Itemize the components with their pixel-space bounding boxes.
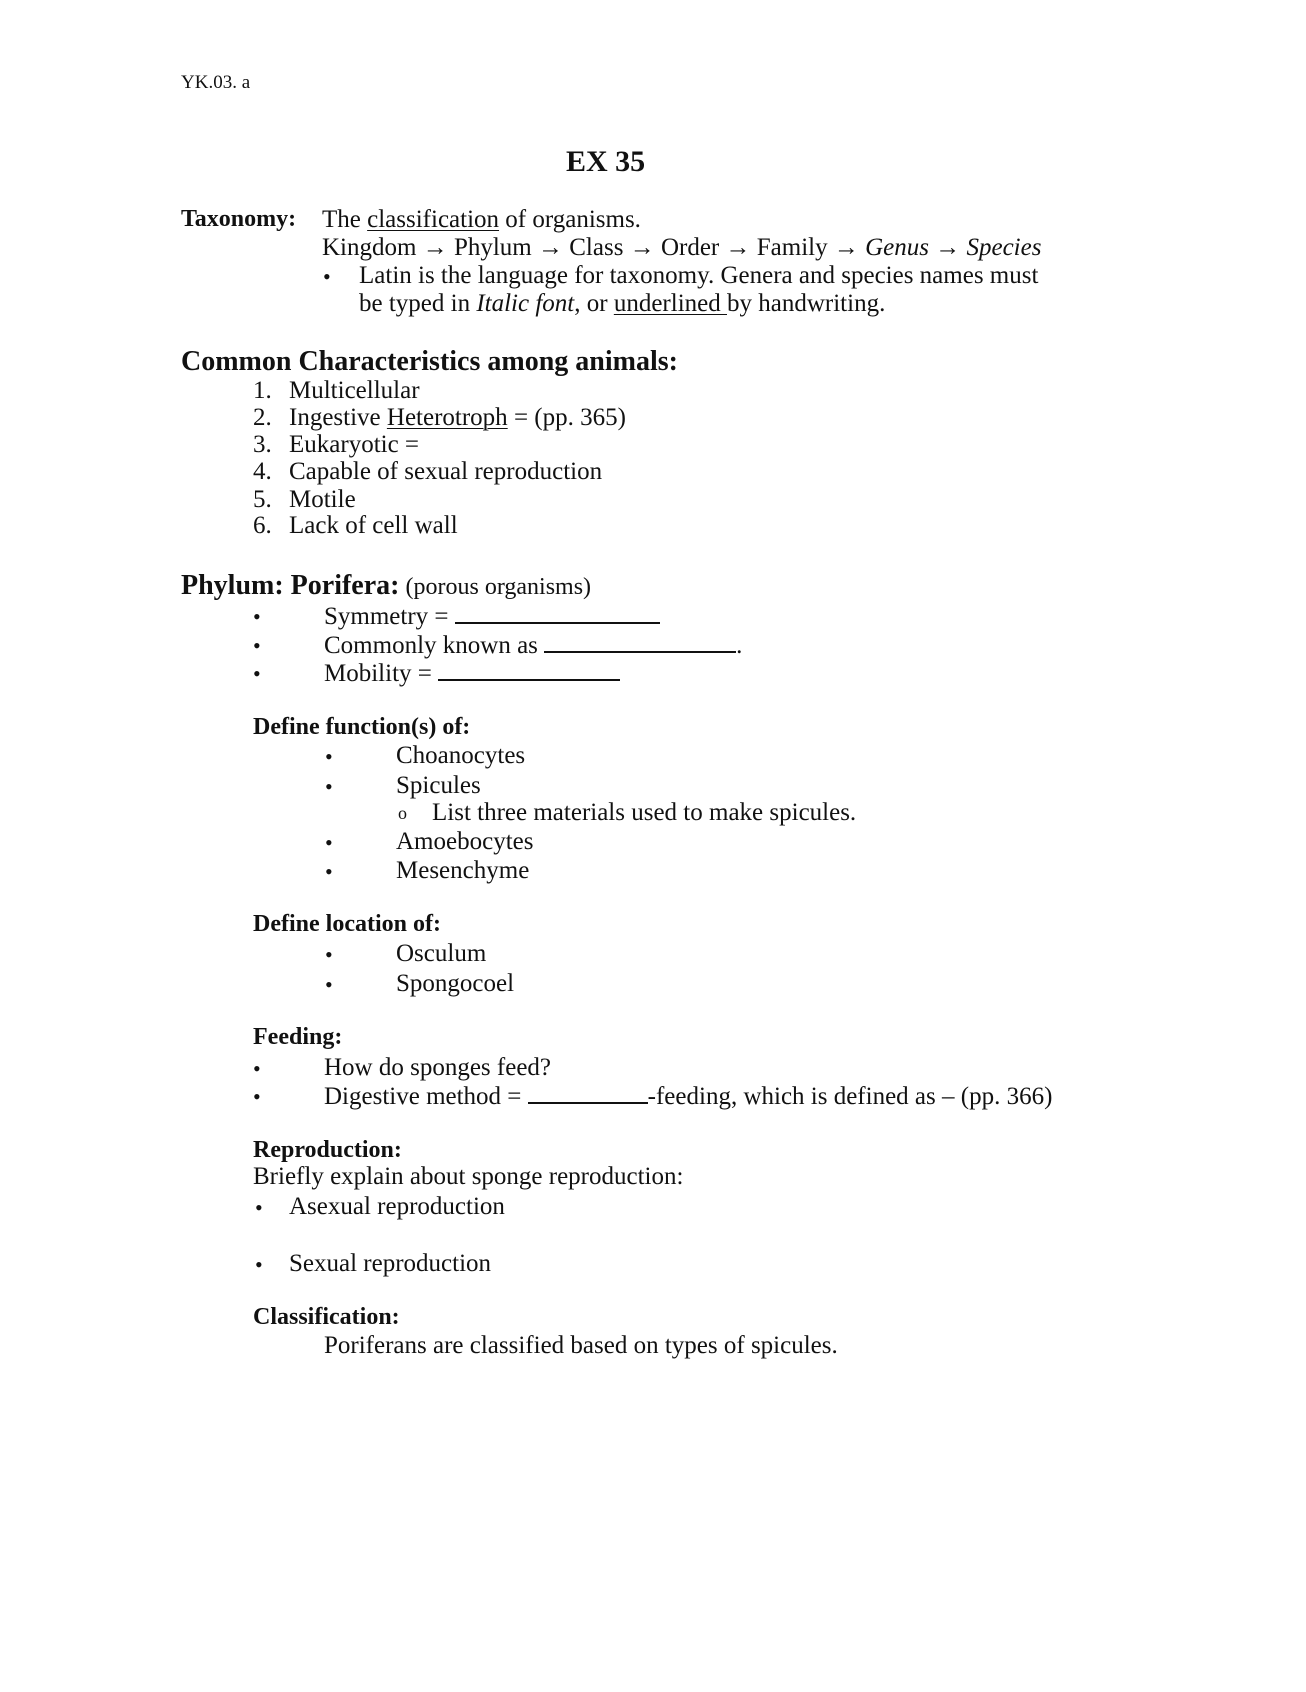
porifera-heading xyxy=(181,570,591,602)
osculum-item: Osculum xyxy=(396,940,487,967)
rank-class: Class xyxy=(569,234,624,261)
list-number: 5. xyxy=(253,486,272,513)
latin-note-line1: Latin is the language for taxonomy. Genera and species names must xyxy=(359,262,1039,289)
rank-kingdom: Kingdom xyxy=(322,234,417,261)
classification-text: Poriferans are classified based on types of spicules. xyxy=(324,1332,838,1359)
digestive-method-blank[interactable] xyxy=(528,1082,648,1104)
document-code: YK.03. a xyxy=(181,72,251,93)
porifera-subtitle: (porous organisms) xyxy=(399,574,592,600)
common-characteristics-heading: Common Characteristics among animals: xyxy=(181,346,678,377)
item-text: Ingestive xyxy=(289,404,387,431)
note-text: , or xyxy=(574,290,614,317)
reproduction-intro: Briefly explain about sponge reproduction: xyxy=(253,1163,684,1190)
page-title: EX 35 xyxy=(566,145,646,178)
spongocoel-item: Spongocoel xyxy=(396,970,515,997)
bullet-icon: • xyxy=(325,830,333,855)
bullet-icon: • xyxy=(325,774,333,799)
symmetry-blank[interactable] xyxy=(455,602,660,624)
list-item: Multicellular xyxy=(289,377,420,404)
mobility-blank[interactable] xyxy=(438,659,620,681)
taxonomy-label: Taxonomy: xyxy=(181,206,297,232)
underlined-example: underlined xyxy=(613,290,727,317)
list-item: Lack of cell wall xyxy=(289,512,458,539)
list-number: 3. xyxy=(253,431,272,458)
asexual-reproduction-item: Asexual reproduction xyxy=(289,1193,505,1220)
porifera-title: Phylum: Porifera: xyxy=(181,570,400,601)
circle-bullet-icon: o xyxy=(398,803,407,823)
arrow-right-icon: → xyxy=(833,234,859,261)
list-item: Motile xyxy=(289,486,356,513)
symmetry-item xyxy=(324,602,660,631)
list-item: Eukaryotic = xyxy=(289,431,420,458)
reproduction-heading: Reproduction: xyxy=(253,1137,402,1163)
bullet-icon: • xyxy=(253,1056,261,1081)
arrow-right-icon: → xyxy=(629,234,655,261)
latin-note-line2 xyxy=(359,290,885,318)
rank-phylum: Phylum xyxy=(453,234,532,261)
symmetry-label: Symmetry = xyxy=(324,603,455,630)
amoebocytes-item: Amoebocytes xyxy=(396,828,534,855)
bullet-icon: • xyxy=(253,633,261,658)
item-text: = (pp. 365) xyxy=(507,404,626,431)
bullet-icon: • xyxy=(325,744,333,769)
rank-order: Order xyxy=(660,234,720,261)
classification-heading: Classification: xyxy=(253,1304,400,1330)
sexual-reproduction-item: Sexual reproduction xyxy=(289,1250,492,1277)
arrow-right-icon: → xyxy=(725,234,751,261)
define-location-heading: Define location of: xyxy=(253,911,441,937)
bullet-icon: • xyxy=(325,972,333,997)
spicules-materials-item: List three materials used to make spicules. xyxy=(432,799,857,826)
digestive-method-item xyxy=(324,1082,1052,1111)
common-name-blank[interactable] xyxy=(544,631,736,653)
italic-font-example: Italic font xyxy=(476,290,575,317)
rank-genus: Genus xyxy=(865,234,929,261)
taxonomy-definition xyxy=(322,206,641,234)
bullet-icon: • xyxy=(325,859,333,884)
note-text: by handwriting. xyxy=(727,290,886,317)
bullet-icon: • xyxy=(255,1195,263,1220)
digestive-label: Digestive method = xyxy=(324,1083,528,1110)
list-number: 4. xyxy=(253,458,272,485)
mobility-label: Mobility = xyxy=(324,660,439,687)
feeding-question: How do sponges feed? xyxy=(324,1054,552,1081)
classification-word: classification xyxy=(367,206,500,233)
bullet-icon: • xyxy=(323,264,331,289)
list-item: Capable of sexual reproduction xyxy=(289,458,603,485)
spicules-item: Spicules xyxy=(396,772,481,799)
heterotroph-word: Heterotroph xyxy=(386,404,508,431)
list-number: 6. xyxy=(253,512,272,539)
list-number: 1. xyxy=(253,377,272,404)
rank-family: Family xyxy=(756,234,828,261)
taxonomy-ranks xyxy=(322,234,1041,262)
mesenchyme-item: Mesenchyme xyxy=(396,857,530,884)
choanocytes-item: Choanocytes xyxy=(396,742,526,769)
rank-species: Species xyxy=(966,234,1042,261)
taxonomy-def-post: of organisms. xyxy=(499,206,641,233)
bullet-icon: • xyxy=(253,604,261,629)
common-name-label: Commonly known as xyxy=(324,632,545,659)
feeding-heading: Feeding: xyxy=(253,1024,343,1050)
bullet-icon: • xyxy=(255,1252,263,1277)
arrow-right-icon: → xyxy=(422,234,448,261)
common-name-item xyxy=(324,631,742,660)
taxonomy-def-pre: The xyxy=(322,206,368,233)
arrow-right-icon: → xyxy=(538,234,563,261)
digestive-definition: -feeding, which is defined as – (pp. 366) xyxy=(647,1083,1053,1110)
list-number: 2. xyxy=(253,404,272,431)
list-item xyxy=(289,404,626,432)
bullet-icon: • xyxy=(253,1084,261,1109)
period: . xyxy=(736,632,743,659)
arrow-right-icon: → xyxy=(935,234,961,261)
mobility-item xyxy=(324,659,620,688)
bullet-icon: • xyxy=(325,942,333,967)
note-text: be typed in xyxy=(359,290,477,317)
define-functions-heading: Define function(s) of: xyxy=(253,714,471,740)
bullet-icon: • xyxy=(253,661,261,686)
